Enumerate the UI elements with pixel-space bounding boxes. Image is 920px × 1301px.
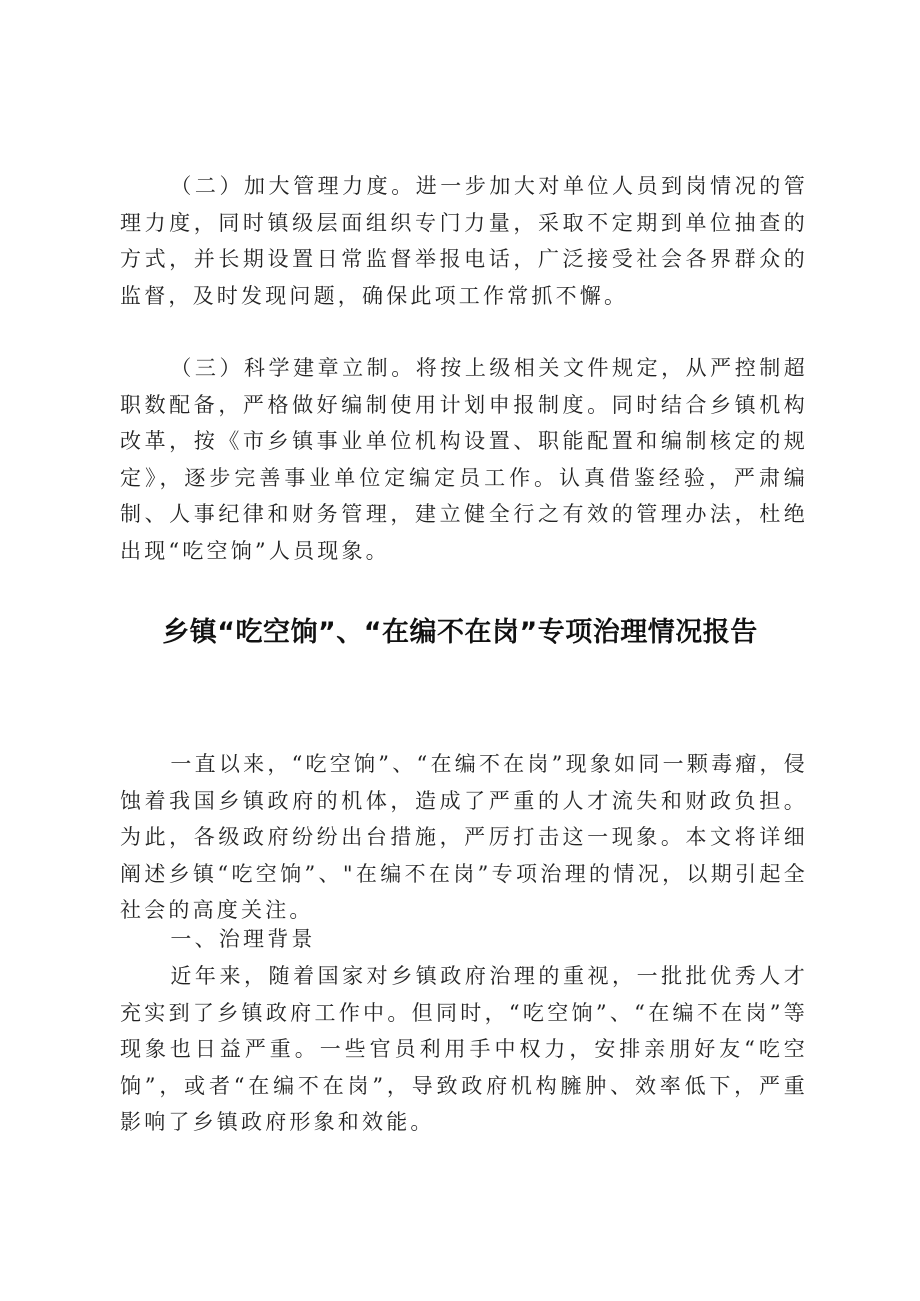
paragraph-rules-and-regulations: （三）科学建章立制。将按上级相关文件规定，从严控制超职数配备，严格做好编制使用计划申报制度。同时结合乡镇机构改革，按《市乡镇事业单位机构设置、职能配置和编制核定的规定》，逐步完善事业单位定编定员工作。认真借鉴经验，严肃编制、人事纪律和财务管理，建立健全行之有效的管理办法，杜绝出现“吃空饷”人员现象。	[120, 356, 808, 563]
paragraph-background: 近年来，随着国家对乡镇政府治理的重视，一批批优秀人才充实到了乡镇政府工作中。但同时，“吃空饷”、“在编不在岗”等现象也日益严重。一些官员利用手中权力，安排亲朋好友“吃空饷”，或者“在编不在岗”，导致政府机构臃肿、效率低下，严重影响了乡镇政府形象和效能。	[120, 964, 808, 1134]
paragraph-introduction: 一直以来，“吃空饷”、“在编不在岗”现象如同一颗毒瘤，侵蚀着我国乡镇政府的机体，造成了严重的人才流失和财政负担。为此，各级政府纷纷出台措施，严厉打击这一现象。本文将详细阐述乡镇“吃空饷”、"在编不在岗”专项治理的情况，以期引起全社会的高度关注。	[120, 752, 808, 922]
report-title: 乡镇“吃空饷”、“在编不在岗”专项治理情况报告	[162, 617, 758, 648]
paragraph-management-strength: （二）加大管理力度。进一步加大对单位人员到岗情况的管理力度，同时镇级层面组织专门力量，采取不定期到单位抽查的方式，并长期设置日常监督举报电话，广泛接受社会各界群众的监督，及时发现问题，确保此项工作常抓不懈。	[120, 174, 808, 308]
section-heading-background: 一、治理背景	[170, 927, 316, 951]
